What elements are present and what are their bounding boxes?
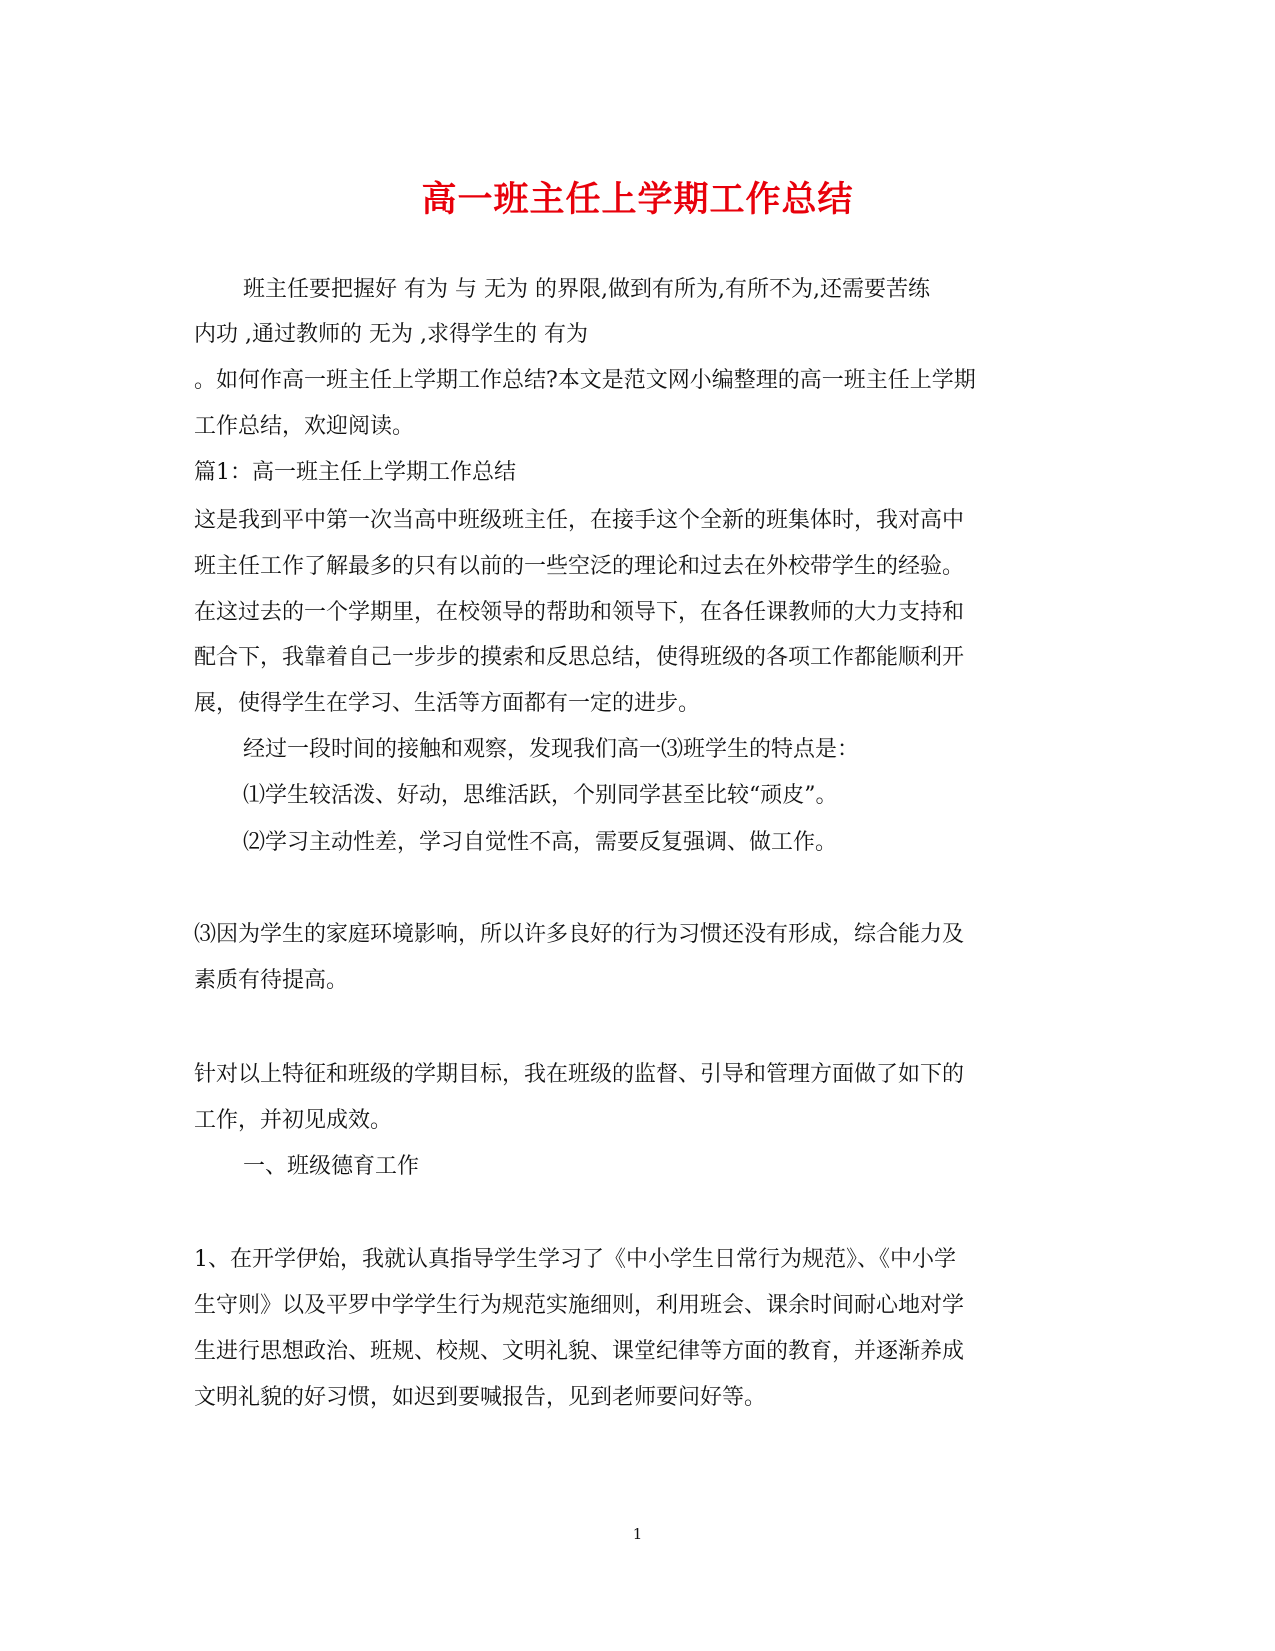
paragraph-line: 工作，并初见成效。 — [194, 1108, 393, 1133]
paragraph-line: 工作总结，欢迎阅读。 — [194, 414, 415, 439]
paragraph-line: 生进行思想政治、班规、校规、文明礼貌、课堂纪律等方面的教育，并逐渐养成 — [194, 1339, 965, 1364]
paragraph-line: 班主任要把握好 有为 与 无为 的界限,做到有所为,有所不为,还需要苦练 — [243, 277, 930, 302]
paragraph-line: 经过一段时间的接触和观察，发现我们高一⑶班学生的特点是： — [243, 737, 860, 762]
paragraph-line: 1、在开学伊始，我就认真指导学生学习了《中小学生日常行为规范》、《中小学 — [194, 1247, 956, 1272]
paragraph-line: 。如何作高一班主任上学期工作总结?本文是范文网小编整理的高一班主任上学期 — [194, 368, 976, 393]
list-item: ⑵学习主动性差，学习自觉性不高，需要反复强调、做工作。 — [243, 830, 838, 855]
page-number: 1 — [632, 1525, 643, 1543]
list-item: ⑶因为学生的家庭环境影响，所以许多良好的行为习惯还没有形成，综合能力及 — [194, 922, 965, 947]
paragraph-line: 针对以上特征和班级的学期目标，我在班级的监督、引导和管理方面做了如下的 — [194, 1062, 965, 1087]
section-heading: 一、班级德育工作 — [243, 1154, 420, 1179]
paragraph-line: 生守则》以及平罗中学学生行为规范实施细则，利用班会、课余时间耐心地对学 — [194, 1293, 965, 1318]
paragraph-line: 内功 ,通过教师的 无为 ,求得学生的 有为 — [194, 322, 588, 347]
paragraph-line: 文明礼貌的好习惯，如迟到要喊报告，见到老师要问好等。 — [194, 1385, 767, 1410]
paragraph-line: 素质有待提高。 — [194, 968, 349, 993]
paragraph-line: 配合下，我靠着自己一步步的摸索和反思总结，使得班级的各项工作都能顺利开 — [194, 645, 965, 670]
list-item: ⑴学生较活泼、好动，思维活跃，个别同学甚至比较“顽皮”。 — [243, 783, 838, 808]
paragraph-line: 班主任工作了解最多的只有以前的一些空泛的理论和过去在外校带学生的经验。 — [194, 554, 965, 579]
paragraph-line: 在这过去的一个学期里，在校领导的帮助和领导下，在各任课教师的大力支持和 — [194, 600, 965, 625]
paragraph-line: 展，使得学生在学习、生活等方面都有一定的进步。 — [194, 691, 701, 716]
section-heading: 篇1：高一班主任上学期工作总结 — [194, 460, 516, 485]
paragraph-line: 这是我到平中第一次当高中班级班主任，在接手这个全新的班集体时，我对高中 — [194, 508, 965, 533]
document-title: 高一班主任上学期工作总结 — [421, 179, 854, 220]
